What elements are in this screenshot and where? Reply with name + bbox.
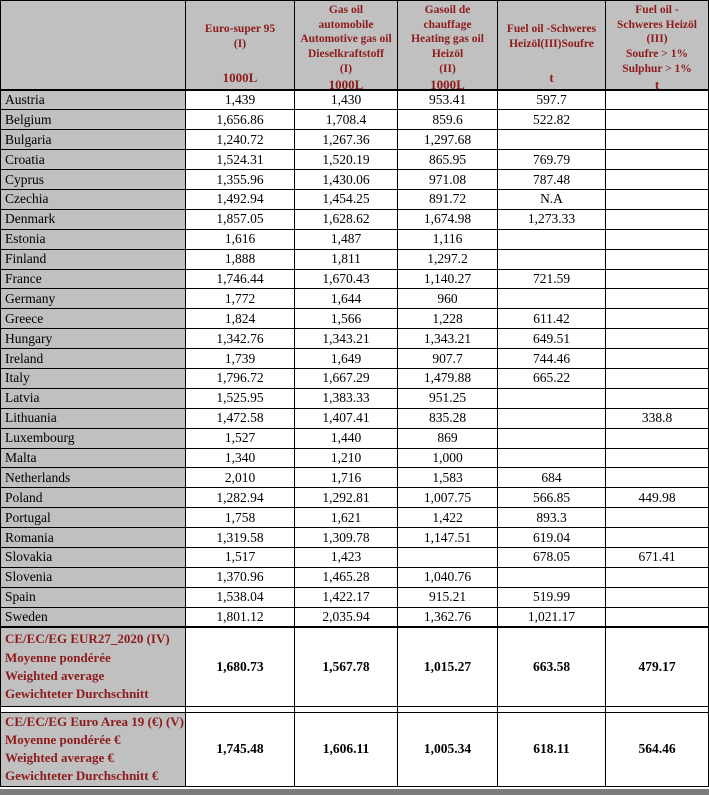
- table-row: [1, 309, 709, 329]
- price-value: 869: [398, 428, 498, 448]
- price-value: [606, 448, 709, 468]
- weighted-average-label-line: Gewichteter Durchschnitt: [5, 685, 149, 701]
- column-header-heating-gas-oil: [398, 1, 498, 91]
- price-value: [498, 249, 606, 269]
- column-header-content: [295, 1, 397, 89]
- column-title-line: Fuel oil -: [635, 4, 679, 16]
- price-value: 907.7: [398, 349, 498, 369]
- price-value: [606, 607, 709, 627]
- price-value: 1,000: [398, 448, 498, 468]
- country-name: Netherlands: [1, 468, 186, 488]
- column-title: [498, 1, 605, 70]
- price-value: 1,355.96: [186, 170, 295, 190]
- country-name: Greece: [1, 309, 186, 329]
- price-value: 1,282.94: [186, 488, 295, 508]
- price-value: 1,746.44: [186, 269, 295, 289]
- country-name: France: [1, 269, 186, 289]
- column-title-line: Fuel oil -Schweres: [506, 22, 597, 35]
- price-value: 951.25: [398, 388, 498, 408]
- table-row: [1, 90, 709, 110]
- price-value: [498, 388, 606, 408]
- price-value: 1,439: [186, 90, 295, 110]
- price-value: 953.41: [398, 90, 498, 110]
- table-row: [1, 110, 709, 130]
- table-row: [1, 448, 709, 468]
- country-name: Bulgaria: [1, 130, 186, 150]
- price-value: 1,811: [295, 249, 398, 269]
- price-value: 1,616: [186, 229, 295, 249]
- price-value: 891.72: [398, 189, 498, 209]
- price-value: [606, 349, 709, 369]
- country-name: Italy: [1, 368, 186, 388]
- country-name: Austria: [1, 90, 186, 110]
- price-value: 566.85: [498, 488, 606, 508]
- price-value: 859.6: [398, 110, 498, 130]
- weighted-average-value: 1,745.48: [186, 712, 295, 786]
- weighted-average-value: 479.17: [606, 627, 709, 706]
- price-value: 611.42: [498, 309, 606, 329]
- weighted-average-label-line: CE/EC/EG Euro Area 19 (€) (V): [5, 713, 184, 729]
- price-value: [498, 289, 606, 309]
- price-value: 1,796.72: [186, 368, 295, 388]
- price-value: [606, 249, 709, 269]
- price-value: 1,772: [186, 289, 295, 309]
- country-name: Lithuania: [1, 408, 186, 428]
- column-title-line: (III): [646, 33, 668, 46]
- price-value: 1,525.95: [186, 388, 295, 408]
- price-value: [606, 110, 709, 130]
- price-value: 665.22: [498, 368, 606, 388]
- price-value: [606, 567, 709, 587]
- column-title-line: Gasoil de: [424, 4, 471, 16]
- price-value: 721.59: [498, 269, 606, 289]
- column-title-line: Sulphur > 1%: [622, 62, 692, 75]
- price-value: [498, 408, 606, 428]
- column-title-line: (I): [339, 62, 353, 75]
- column-unit: t: [654, 76, 660, 90]
- price-value: 1,007.75: [398, 488, 498, 508]
- country-name: Cyprus: [1, 170, 186, 190]
- table-row: [1, 189, 709, 209]
- column-title-line: Gas oil: [328, 4, 364, 16]
- column-header-fuel-oil-sulphur: [498, 1, 606, 91]
- weighted-average-value: 1,005.34: [398, 712, 498, 786]
- country-name: Latvia: [1, 388, 186, 408]
- price-value: [606, 189, 709, 209]
- column-header-content: [186, 1, 294, 89]
- weighted-average-label: [1, 627, 186, 706]
- country-name: Estonia: [1, 229, 186, 249]
- column-title: [398, 1, 497, 77]
- weighted-average-value: 1,680.73: [186, 627, 295, 706]
- price-value: [606, 130, 709, 150]
- price-value: 915.21: [398, 587, 498, 607]
- price-value: [606, 90, 709, 110]
- price-value: 1,479.88: [398, 368, 498, 388]
- table-row: [1, 388, 709, 408]
- country-name: Finland: [1, 249, 186, 269]
- table-row: [1, 249, 709, 269]
- price-value: 787.48: [498, 170, 606, 190]
- weighted-average-value: 1,606.11: [295, 712, 398, 786]
- price-value: [606, 528, 709, 548]
- price-value: 1,297.68: [398, 130, 498, 150]
- weighted-average-label-line: Weighted average €: [5, 750, 115, 766]
- price-value: 449.98: [606, 488, 709, 508]
- price-value: [606, 428, 709, 448]
- column-title-line: automobile: [318, 18, 374, 31]
- column-unit: 1000L: [430, 76, 465, 90]
- country-name: Germany: [1, 289, 186, 309]
- price-value: 865.95: [398, 150, 498, 170]
- price-value: 1,454.25: [295, 189, 398, 209]
- weighted-average-label-line: Weighted average: [5, 667, 105, 683]
- table-row: [1, 547, 709, 567]
- price-value: 1,527: [186, 428, 295, 448]
- price-value: 893.3: [498, 508, 606, 528]
- price-value: 1,383.33: [295, 388, 398, 408]
- price-value: [606, 309, 709, 329]
- price-value: 1,670.43: [295, 269, 398, 289]
- price-value: 1,040.76: [398, 567, 498, 587]
- country-name: Croatia: [1, 150, 186, 170]
- weighted-average-value: 1,567.78: [295, 627, 398, 706]
- table-row: [1, 150, 709, 170]
- price-value: [606, 150, 709, 170]
- column-title-line: Heating gas oil: [411, 33, 484, 46]
- price-value: 1,628.62: [295, 209, 398, 229]
- price-value: 1,423: [295, 547, 398, 567]
- price-value: 1,240.72: [186, 130, 295, 150]
- price-value: 1,857.05: [186, 209, 295, 229]
- price-value: N.A: [498, 189, 606, 209]
- price-value: 1,739: [186, 349, 295, 369]
- country-name: Spain: [1, 587, 186, 607]
- price-value: 1,538.04: [186, 587, 295, 607]
- price-value: 1,343.21: [295, 329, 398, 349]
- price-value: 1,422: [398, 508, 498, 528]
- country-name: Romania: [1, 528, 186, 548]
- price-value: 1,422.17: [295, 587, 398, 607]
- price-value: [606, 209, 709, 229]
- table-row: [1, 607, 709, 627]
- price-value: 1,297.2: [398, 249, 498, 269]
- price-value: 1,472.58: [186, 408, 295, 428]
- weighted-average-label-line: CE/EC/EG EUR27_2020 (IV): [5, 631, 170, 647]
- weighted-average-row: [1, 712, 709, 786]
- table-row: [1, 508, 709, 528]
- price-value: 1,524.31: [186, 150, 295, 170]
- country-name: Slovakia: [1, 547, 186, 567]
- price-value: 1,430.06: [295, 170, 398, 190]
- table-row: [1, 408, 709, 428]
- weighted-average-row: [1, 627, 709, 706]
- table-row: [1, 567, 709, 587]
- column-unit: 1000L: [222, 70, 258, 85]
- price-value: 1,273.33: [498, 209, 606, 229]
- country-name: Luxembourg: [1, 428, 186, 448]
- price-value: 1,407.41: [295, 408, 398, 428]
- column-title-line: Schweres Heizöl: [617, 18, 697, 31]
- price-value: [606, 468, 709, 488]
- column-title-line: Dieselkraftstoff: [307, 48, 384, 61]
- price-value: 519.99: [498, 587, 606, 607]
- price-value: [606, 269, 709, 289]
- column-title: [186, 1, 294, 70]
- table-row: [1, 289, 709, 309]
- price-value: 1,210: [295, 448, 398, 468]
- table-row: [1, 428, 709, 448]
- table-row: [1, 170, 709, 190]
- price-value: 1,492.94: [186, 189, 295, 209]
- price-value: 1,758: [186, 508, 295, 528]
- country-name: Ireland: [1, 349, 186, 369]
- weighted-average-value: 1,015.27: [398, 627, 498, 706]
- price-value: 1,649: [295, 349, 398, 369]
- price-value: 1,342.76: [186, 329, 295, 349]
- price-value: [606, 508, 709, 528]
- price-value: [498, 130, 606, 150]
- country-name: Sweden: [1, 607, 186, 627]
- column-header-content: [398, 1, 497, 89]
- column-header-automotive-gas-oil: [295, 1, 398, 91]
- price-value: 1,517: [186, 547, 295, 567]
- table-row: [1, 528, 709, 548]
- price-value: 1,140.27: [398, 269, 498, 289]
- price-value: 1,362.76: [398, 607, 498, 627]
- column-title-line: Euro-super 95: [204, 22, 276, 35]
- price-value: 2,035.94: [295, 607, 398, 627]
- price-value: [606, 170, 709, 190]
- price-value: [606, 229, 709, 249]
- price-value: [606, 289, 709, 309]
- country-name: Slovenia: [1, 567, 186, 587]
- column-unit: 1000L: [328, 76, 364, 90]
- table-row: [1, 269, 709, 289]
- column-header-euro-super-95: [186, 1, 295, 91]
- table-row: [1, 229, 709, 249]
- corner-cell: [1, 1, 186, 91]
- price-value: 744.46: [498, 349, 606, 369]
- column-unit: t: [549, 70, 554, 85]
- weighted-average-value: 663.58: [498, 627, 606, 706]
- price-value: 1,621: [295, 508, 398, 528]
- table-row: [1, 368, 709, 388]
- price-value: 835.28: [398, 408, 498, 428]
- price-value: 649.51: [498, 329, 606, 349]
- price-value: 1,520.19: [295, 150, 398, 170]
- price-value: 1,343.21: [398, 329, 498, 349]
- aggregate-rows: [1, 627, 709, 786]
- price-value: [606, 388, 709, 408]
- price-value: [498, 229, 606, 249]
- price-value: 1,716: [295, 468, 398, 488]
- price-value: 1,566: [295, 309, 398, 329]
- price-value: 1,430: [295, 90, 398, 110]
- weighted-average-value: 618.11: [498, 712, 606, 786]
- price-value: 1,674.98: [398, 209, 498, 229]
- price-value: 1,888: [186, 249, 295, 269]
- price-value: [498, 448, 606, 468]
- country-name: Hungary: [1, 329, 186, 349]
- price-value: 1,147.51: [398, 528, 498, 548]
- column-title-line: (II): [439, 62, 456, 75]
- column-title-line: Heizöl(III)Soufre: [509, 37, 594, 50]
- column-title-line: Automotive gas oil: [300, 33, 392, 46]
- price-value: [606, 587, 709, 607]
- header-row: [1, 1, 709, 91]
- column-header-content: [498, 1, 605, 89]
- price-value: 671.41: [606, 547, 709, 567]
- table-row: [1, 587, 709, 607]
- price-value: 1,708.4: [295, 110, 398, 130]
- price-value: 1,440: [295, 428, 398, 448]
- country-rows: [1, 90, 709, 627]
- price-value: [606, 368, 709, 388]
- price-value: 1,267.36: [295, 130, 398, 150]
- weighted-average-label-line: Moyenne pondérée €: [5, 731, 121, 747]
- column-title-line: Heizöl: [431, 48, 464, 61]
- price-value: 684: [498, 468, 606, 488]
- price-value: [606, 329, 709, 349]
- price-value: 522.82: [498, 110, 606, 130]
- price-value: 1,228: [398, 309, 498, 329]
- table-row: [1, 468, 709, 488]
- column-title-line: Soufre > 1%: [626, 48, 688, 61]
- column-title-line: (I): [233, 37, 247, 50]
- price-value: 1,487: [295, 229, 398, 249]
- table-row: [1, 488, 709, 508]
- price-value: 1,116: [398, 229, 498, 249]
- weighted-average-label-line: Moyenne pondérée: [5, 649, 111, 665]
- price-value: 1,667.29: [295, 368, 398, 388]
- price-value: 1,340: [186, 448, 295, 468]
- price-value: 2,010: [186, 468, 295, 488]
- price-value: 971.08: [398, 170, 498, 190]
- price-value: 1,309.78: [295, 528, 398, 548]
- column-title: [295, 1, 397, 77]
- price-value: 1,021.17: [498, 607, 606, 627]
- weighted-average-label-line: Gewichteter Durchschnitt €: [5, 768, 159, 784]
- column-header-content: [606, 1, 708, 89]
- table-row: [1, 209, 709, 229]
- country-name: Belgium: [1, 110, 186, 130]
- price-value: 769.79: [498, 150, 606, 170]
- table-row: [1, 349, 709, 369]
- price-value: [498, 428, 606, 448]
- price-value: 678.05: [498, 547, 606, 567]
- price-value: 1,370.96: [186, 567, 295, 587]
- country-name: Malta: [1, 448, 186, 468]
- weighted-average-label: [1, 712, 186, 786]
- table-row: [1, 130, 709, 150]
- country-name: Portugal: [1, 508, 186, 528]
- price-value: 619.04: [498, 528, 606, 548]
- price-value: 1,644: [295, 289, 398, 309]
- table-bottom-border: [0, 789, 709, 795]
- column-title-line: chauffage: [423, 18, 472, 31]
- price-value: 1,292.81: [295, 488, 398, 508]
- column-title: [606, 1, 708, 77]
- price-value: 597.7: [498, 90, 606, 110]
- price-value: 1,583: [398, 468, 498, 488]
- price-value: 1,656.86: [186, 110, 295, 130]
- price-value: 1,801.12: [186, 607, 295, 627]
- table-row: [1, 329, 709, 349]
- table-header: [1, 1, 709, 91]
- column-header-fuel-oil-high-sulphur: [606, 1, 709, 91]
- price-value: 1,824: [186, 309, 295, 329]
- country-name: Czechia: [1, 189, 186, 209]
- country-name: Denmark: [1, 209, 186, 229]
- weighted-average-value: 564.46: [606, 712, 709, 786]
- price-value: 1,319.58: [186, 528, 295, 548]
- price-value: [498, 567, 606, 587]
- price-value: 338.8: [606, 408, 709, 428]
- price-value: [398, 547, 498, 567]
- country-name: Poland: [1, 488, 186, 508]
- price-value: 960: [398, 289, 498, 309]
- price-value: 1,465.28: [295, 567, 398, 587]
